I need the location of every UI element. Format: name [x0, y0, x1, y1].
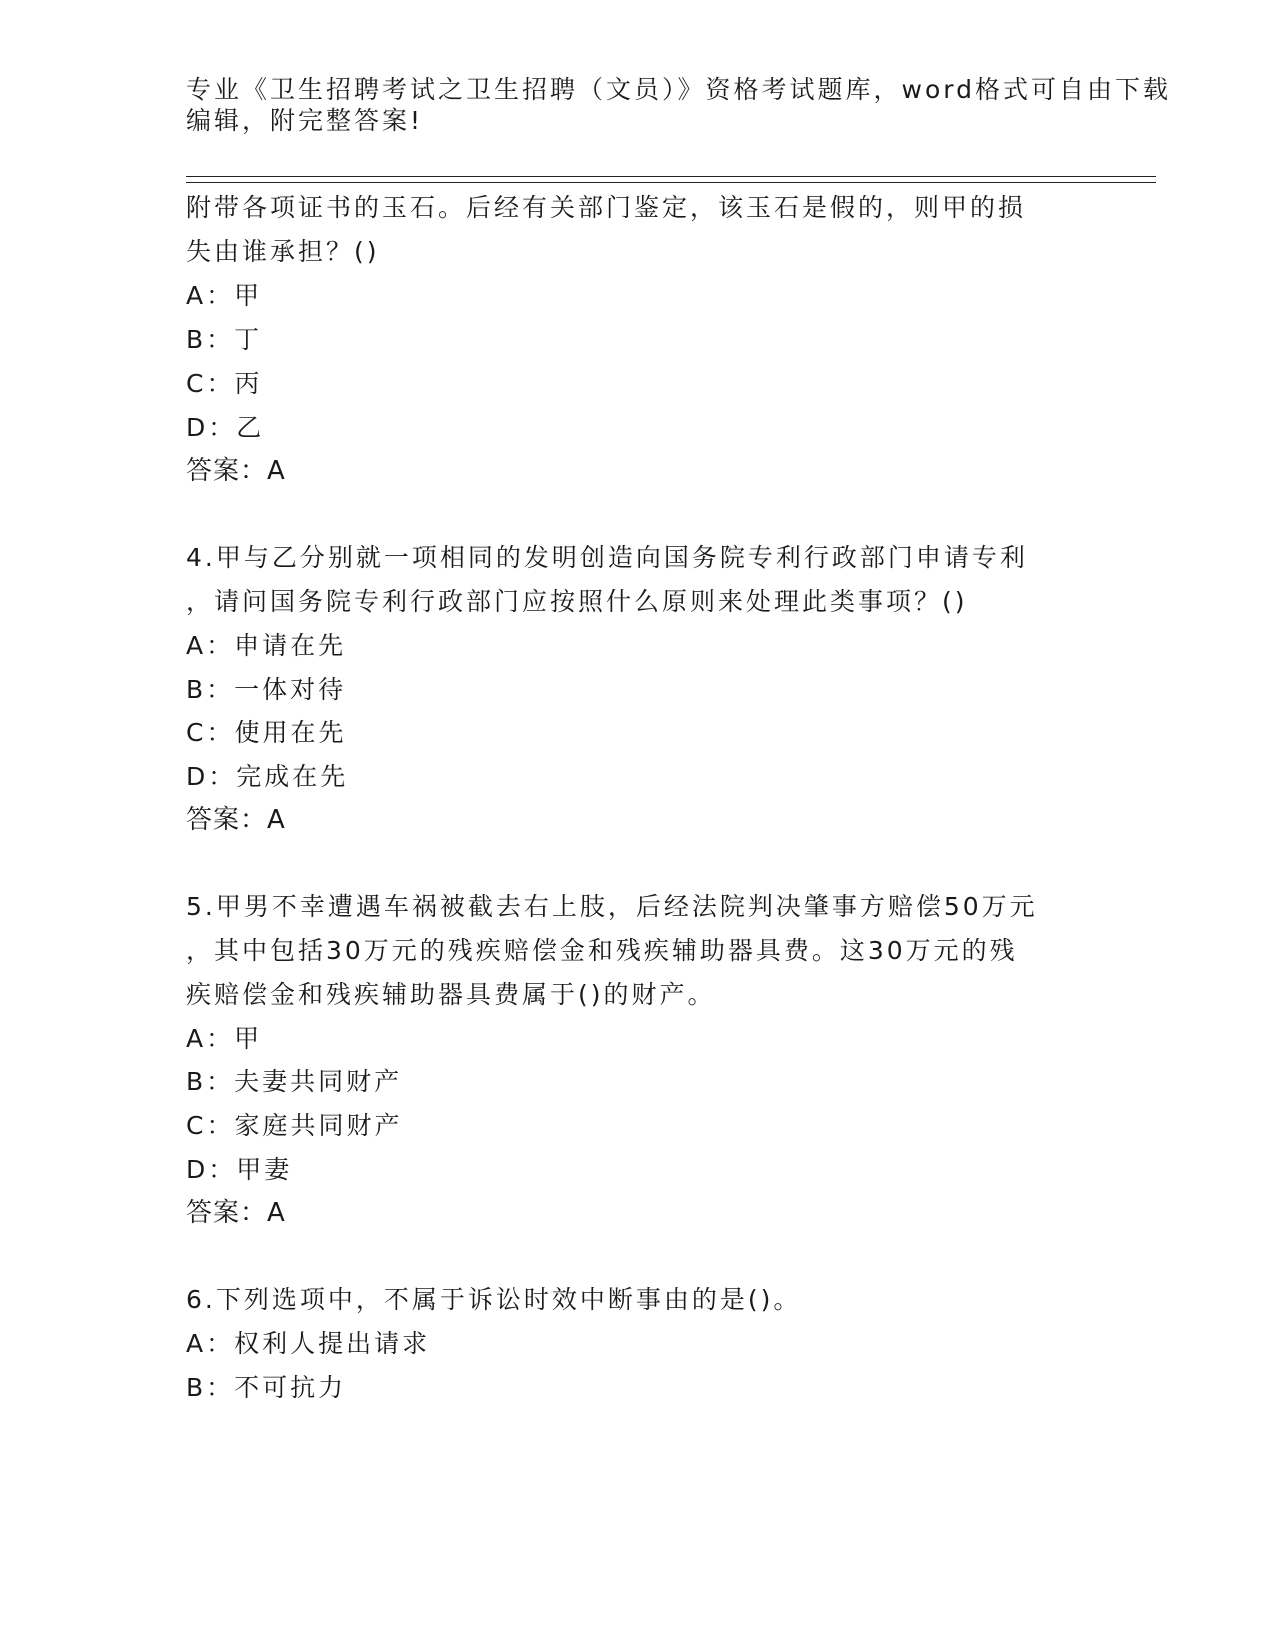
- question-4-option-c: C：使用在先: [186, 718, 347, 747]
- question-3-option-c: C：丙: [186, 369, 263, 398]
- question-3-text-line-1: 附带各项证书的玉石。后经有关部门鉴定，该玉石是假的，则甲的损: [186, 193, 1027, 222]
- question-6-option-a: A：权利人提出请求: [186, 1329, 431, 1358]
- question-3-option-b: B：丁: [186, 325, 263, 354]
- question-3-text-line-2: 失由谁承担？(): [186, 237, 380, 266]
- question-4-text-line-1: 4.甲与乙分别就一项相同的发明创造向国务院专利行政部门申请专利: [186, 543, 1028, 572]
- question-5-option-a: A：甲: [186, 1024, 263, 1053]
- question-3-option-d: D：乙: [186, 413, 265, 442]
- header-divider-bottom: [186, 182, 1156, 183]
- question-5-option-b: B：夫妻共同财产: [186, 1067, 403, 1096]
- question-5-text-line-1: 5.甲男不幸遭遇车祸被截去右上肢，后经法院判决肇事方赔偿50万元: [186, 892, 1038, 921]
- question-5-answer: 答案：A: [186, 1198, 286, 1228]
- question-4-text-line-2: ，请问国务院专利行政部门应按照什么原则来处理此类事项？(): [186, 587, 968, 616]
- question-6-option-b: B：不可抗力: [186, 1373, 347, 1402]
- question-4-option-a: A：申请在先: [186, 631, 347, 660]
- header-title-line-1: 专业《卫生招聘考试之卫生招聘（文员）》资格考试题库，word格式可自由下载: [186, 75, 1171, 104]
- document-header: [186, 74, 1171, 136]
- question-5-text-line-2: ，其中包括30万元的残疾赔偿金和残疾辅助器具费。这30万元的残: [186, 936, 1018, 965]
- question-6-text-line-1: 6.下列选项中，不属于诉讼时效中断事由的是()。: [186, 1285, 802, 1314]
- question-5-option-c: C：家庭共同财产: [186, 1111, 403, 1140]
- question-5-option-d: D：甲妻: [186, 1155, 293, 1184]
- question-3-option-a: A：甲: [186, 281, 263, 310]
- question-4-option-d: D：完成在先: [186, 762, 349, 791]
- question-4-option-b: B：一体对待: [186, 675, 347, 704]
- header-divider-top: [186, 176, 1156, 177]
- question-3-answer: 答案：A: [186, 456, 286, 486]
- question-5-text-line-3: 疾赔偿金和残疾辅助器具费属于()的财产。: [186, 980, 716, 1009]
- header-title-line-2: 编辑，附完整答案!: [186, 106, 424, 135]
- question-4-answer: 答案：A: [186, 805, 286, 835]
